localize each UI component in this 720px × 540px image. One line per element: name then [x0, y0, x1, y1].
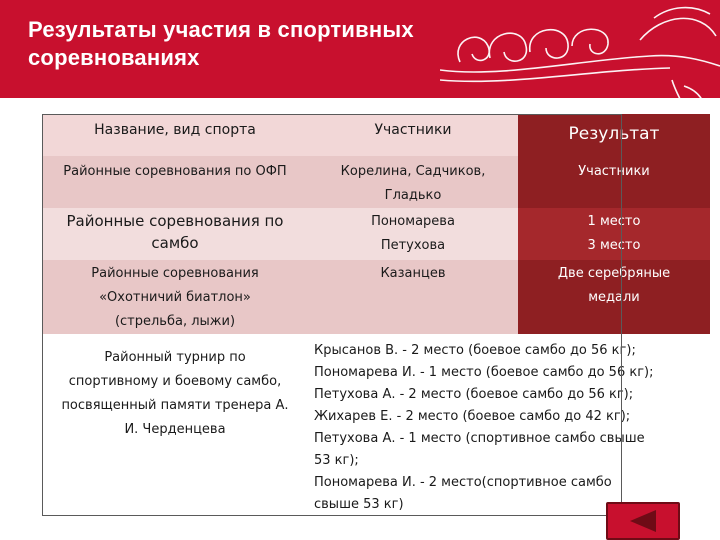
row-4-name [42, 334, 308, 516]
page-title [28, 16, 478, 72]
row-1-name: Районные соревнования по ОФП [42, 156, 308, 208]
row-4-name-line: посвященный памяти тренера А. [61, 398, 289, 413]
decorative-swirl-ornament [440, 0, 720, 98]
row-4-participant-line: Пономарева И. - 1 место (боевое самбо до 56 кг); [314, 365, 654, 380]
row-4-participant-line: Петухова А. - 2 место (боевое самбо до 56 кг); [314, 387, 634, 402]
row-3-name-line: «Охотничий биатлон» [99, 290, 251, 305]
triangle-left-icon [624, 508, 662, 534]
row-3-result-line: Две серебряные [557, 266, 671, 281]
back-button[interactable] [606, 502, 680, 540]
row-4-participant-line: Жихарев Е. - 2 место (боевое самбо до 42 кг); [314, 409, 631, 424]
header-participants: Участники [308, 114, 518, 156]
row-1-participant-line: Гладько [384, 188, 442, 203]
row-4-participant-line: свыше 53 кг) [314, 497, 404, 512]
header-sport: Название, вид спорта [42, 114, 308, 156]
row-4-participant-line: Петухова А. - 1 место (спортивное самбо свыше [314, 431, 645, 446]
row-2-result [518, 208, 710, 260]
row-4-participant-line: Пономарева И. - 2 место(спортивное самбо [314, 475, 612, 490]
table-row [42, 260, 710, 334]
row-1-result: Участники [518, 156, 710, 208]
row-2-result-line: 1 место [587, 214, 641, 229]
slide-header [0, 0, 720, 98]
table-row [42, 334, 710, 516]
row-1-participant-line: Корелина, Садчиков, [340, 164, 486, 179]
table-header-row [42, 114, 710, 156]
row-3-name-line: Районные соревнования [91, 266, 259, 281]
table-row [42, 208, 710, 260]
row-2-participant-line: Петухова [380, 238, 446, 253]
row-2-result-line: 3 место [587, 238, 641, 253]
row-2-participant-line: Пономарева [371, 214, 455, 229]
row-4-name-line: Районный турнир по [104, 350, 246, 365]
row-1-participants [308, 156, 518, 208]
row-3-participants: Казанцев [308, 260, 518, 334]
row-2-name: Районные соревнования по самбо [42, 208, 308, 260]
row-3-result [518, 260, 710, 334]
row-4-participant-line: Крысанов В. - 2 место (боевое самбо до 56 кг); [314, 343, 636, 358]
row-4-participants [308, 334, 710, 516]
row-2-participants [308, 208, 518, 260]
title-line-2: соревнованиях [28, 45, 200, 70]
row-3-name-line: (стрельба, лыжи) [114, 314, 236, 329]
row-3-result-line: медали [588, 290, 640, 305]
row-3-name [42, 260, 308, 334]
table-row [42, 156, 710, 208]
header-result: Результат [518, 114, 710, 156]
row-4-name-line: спортивному и боевому самбо, [68, 374, 282, 389]
row-4-participant-line: 53 кг); [314, 453, 359, 468]
results-table [42, 114, 710, 516]
title-line-1: Результаты участия в спортивных [28, 17, 414, 42]
row-4-name-line: И. Черденцева [124, 422, 226, 437]
